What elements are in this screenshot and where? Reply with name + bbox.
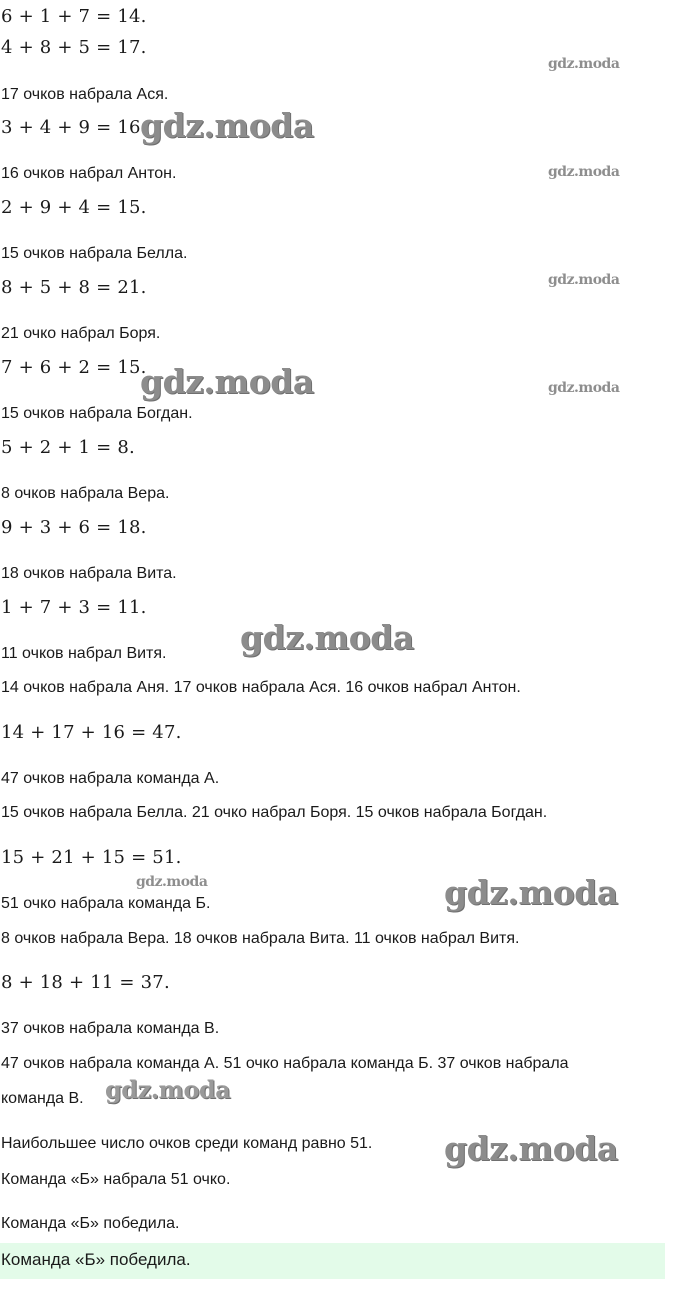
text-line: 18 очков набрала Вита. [1, 565, 177, 582]
text-line: Команда «Б» набрала 51 очко. [1, 1171, 231, 1188]
equation-line: 5 + 2 + 1 = 8. [1, 437, 135, 458]
equation-line: 2 + 9 + 4 = 15. [1, 197, 147, 218]
text-line: 21 очко набрал Боря. [1, 325, 161, 342]
text-line: 47 очков набрала команда А. 51 очко набрала команда Б. 37 очков набрала [1, 1055, 569, 1072]
text-line: команда В. [1, 1090, 84, 1107]
text-line: 14 очков набрала Аня. 17 очков набрала Ася. 16 очков набрал Антон. [1, 679, 521, 696]
watermark-logo: gdz.moda [444, 1129, 618, 1168]
watermark-logo: gdz.moda [548, 380, 620, 396]
equation-line: 1 + 7 + 3 = 11. [1, 597, 147, 618]
equation-line: 15 + 21 + 15 = 51. [1, 847, 182, 868]
equation-line: 7 + 6 + 2 = 15. [1, 357, 147, 378]
text-line: 11 очков набрал Витя. [1, 645, 167, 662]
text-line: 47 очков набрала команда А. [1, 770, 220, 787]
text-line: Команда «Б» победила. [1, 1215, 180, 1232]
text-line: 17 очков набрала Ася. [1, 86, 169, 103]
text-line: 15 очков набрала Богдан. [1, 405, 193, 422]
equation-line: 3 + 4 + 9 = 16. [1, 117, 147, 138]
watermark-logo: gdz.moda [136, 874, 208, 890]
watermark-logo: gdz.moda [105, 1075, 231, 1104]
watermark-logo: gdz.moda [444, 873, 618, 912]
answer-box [0, 1243, 665, 1279]
text-line: 8 очков набрала Вера. 18 очков набрала Вита. 11 очков набрал Витя. [1, 930, 520, 947]
text-line: 51 очко набрала команда Б. [1, 895, 211, 912]
watermark-logo: gdz.moda [548, 56, 620, 72]
equation-line: 9 + 3 + 6 = 18. [1, 517, 147, 538]
equation-line: 4 + 8 + 5 = 17. [1, 37, 147, 58]
watermark-logo: gdz.moda [548, 164, 620, 180]
watermark-logo: gdz.moda [240, 618, 414, 657]
text-line: 15 очков набрала Белла. [1, 245, 188, 262]
text-line: 37 очков набрала команда В. [1, 1020, 220, 1037]
text-line: 16 очков набрал Антон. [1, 165, 177, 182]
text-line: Наибольшее число очков среди команд равно 51. [1, 1135, 373, 1152]
watermark-logo: gdz.moda [140, 362, 314, 401]
answer-text: Команда «Б» победила. [1, 1250, 191, 1269]
text-line: 15 очков набрала Белла. 21 очко набрал Боря. 15 очков набрала Богдан. [1, 804, 548, 821]
equation-line: 8 + 18 + 11 = 37. [1, 972, 170, 993]
equation-line: 6 + 1 + 7 = 14. [1, 6, 147, 27]
equation-line: 14 + 17 + 16 = 47. [1, 722, 182, 743]
text-line: 8 очков набрала Вера. [1, 485, 170, 502]
equation-line: 8 + 5 + 8 = 21. [1, 277, 147, 298]
watermark-logo: gdz.moda [548, 272, 620, 288]
watermark-logo: gdz.moda [140, 106, 314, 145]
